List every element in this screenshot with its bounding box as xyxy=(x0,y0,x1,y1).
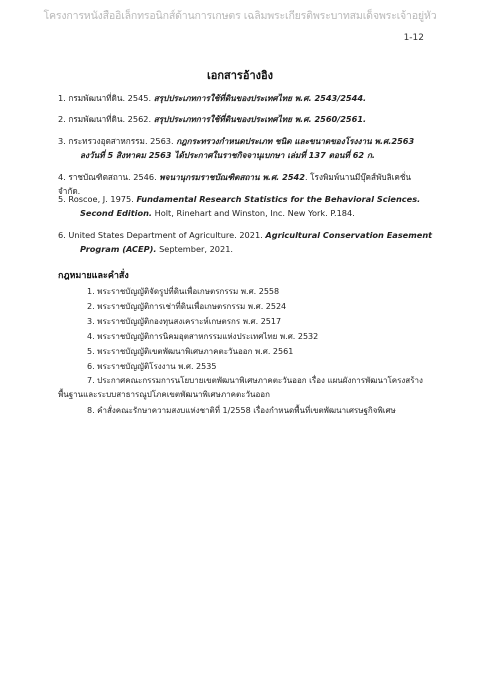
law-item xyxy=(58,374,438,402)
page-number: 1-12 xyxy=(403,33,424,43)
reference-title-cont: ลงวันที่ 5 สิงหาคม 2563 ได้ประกาศในราชกิจจานุเบกษา เล่มที่ 137 ตอนที่ 62 ก. xyxy=(80,150,376,160)
reference-item xyxy=(58,228,434,256)
law-item: 1. พระราชบัญญัติจัดรูปที่ดินเพื่อเกษตรกรรม พ.ศ. 2558 xyxy=(87,287,280,296)
reference-publisher: Holt, Rinehart and Winston, Inc. New York. P.184. xyxy=(152,208,355,218)
reference-author: กรมพัฒนาที่ดิน. 2562. xyxy=(68,114,154,124)
law-item: 6. พระราชบัญญัติโรงงาน พ.ศ. 2535 xyxy=(87,362,217,371)
law-item: 8. คำสั่งคณะรักษาความสงบแห่งชาติที่ 1/2558 เรื่องกำหนดพื้นที่เขตพัฒนาเศรษฐกิจพิเศษ xyxy=(87,406,396,415)
reference-number: 4. xyxy=(58,172,66,182)
reference-date: September, 2021. xyxy=(156,244,234,254)
reference-number: 1. xyxy=(58,93,66,103)
reference-number: 5. xyxy=(58,194,66,204)
reference-title: สรุปประเภทการใช้ที่ดินของประเทศไทย พ.ศ. 2543/2544. xyxy=(153,93,367,103)
law-item: 4. พระราชบัญญัติการนิคมอุตสาหกรรมแห่งประเทศไทย พ.ศ. 2532 xyxy=(87,332,319,341)
reference-author: Roscoe, J. 1975. xyxy=(68,194,137,204)
reference-item xyxy=(58,134,434,162)
reference-author: United States Department of Agriculture. 2021. xyxy=(68,230,266,240)
reference-publisher: . โรงพิมพ์นานมีบุ๊คส์พับลิเคชั่น จำกัด. xyxy=(58,172,412,196)
reference-number: 3. xyxy=(58,136,66,146)
reference-title: Fundamental Research Statistics for the Behavioral Sciences. xyxy=(136,194,421,204)
law-item-line: 7. ประกาศคณะกรรมการนโยบายเขตพัฒนาพิเศษภาคตะวันออก เรื่อง แผนผังการพัฒนาโครงสร้าง xyxy=(87,376,423,385)
laws-heading: กฎหมายและคำสั่ง xyxy=(58,271,129,281)
reference-title-cont: Program (ACEP). xyxy=(80,244,157,254)
law-item-line-cont: พื้นฐานและระบบสาธารณูปโภคเขตพัฒนาพิเศษภาคตะวันออก xyxy=(58,390,270,399)
reference-number: 6. xyxy=(58,230,66,240)
reference-title: กฎกระทรวงกำหนดประเภท ชนิด และขนาดของโรงงาน พ.ศ.2563 xyxy=(176,136,415,146)
reference-author: กรมพัฒนาที่ดิน. 2545. xyxy=(68,93,154,103)
law-item: 5. พระราชบัญญัติเขตพัฒนาพิเศษภาคตะวันออก พ.ศ. 2561 xyxy=(87,347,294,356)
reference-number: 2. xyxy=(58,114,66,124)
reference-title-cont: Second Edition. xyxy=(80,208,153,218)
reference-author: ราชบัณฑิตสถาน. 2546. xyxy=(68,172,160,182)
reference-title: Agricultural Conservation Easement xyxy=(265,230,433,240)
reference-author: กระทรวงอุตสาหกรรม. 2563. xyxy=(68,136,177,146)
reference-title: พจนานุกรมราชบัณฑิตสถาน พ.ศ. 2542 xyxy=(159,172,305,182)
reference-item xyxy=(58,192,434,220)
reference-item xyxy=(58,91,434,105)
reference-title: สรุปประเภทการใช้ที่ดินของประเทศไทย พ.ศ. 2560/2561. xyxy=(153,114,367,124)
header-banner: โครงการหนังสืออิเล็กทรอนิกส์ด้านการเกษตร เฉลิมพระเกียรติพระบาทสมเด็จพระเจ้าอยู่หัว xyxy=(43,10,437,22)
page-title: เอกสารอ้างอิง xyxy=(207,69,273,82)
law-item: 2. พระราชบัญญัติการเช่าที่ดินเพื่อเกษตรกรรม พ.ศ. 2524 xyxy=(87,302,287,311)
reference-item xyxy=(58,112,434,126)
law-item: 3. พระราชบัญญัติกองทุนสงเคราะห์เกษตรกร พ.ศ. 2517 xyxy=(87,317,282,326)
